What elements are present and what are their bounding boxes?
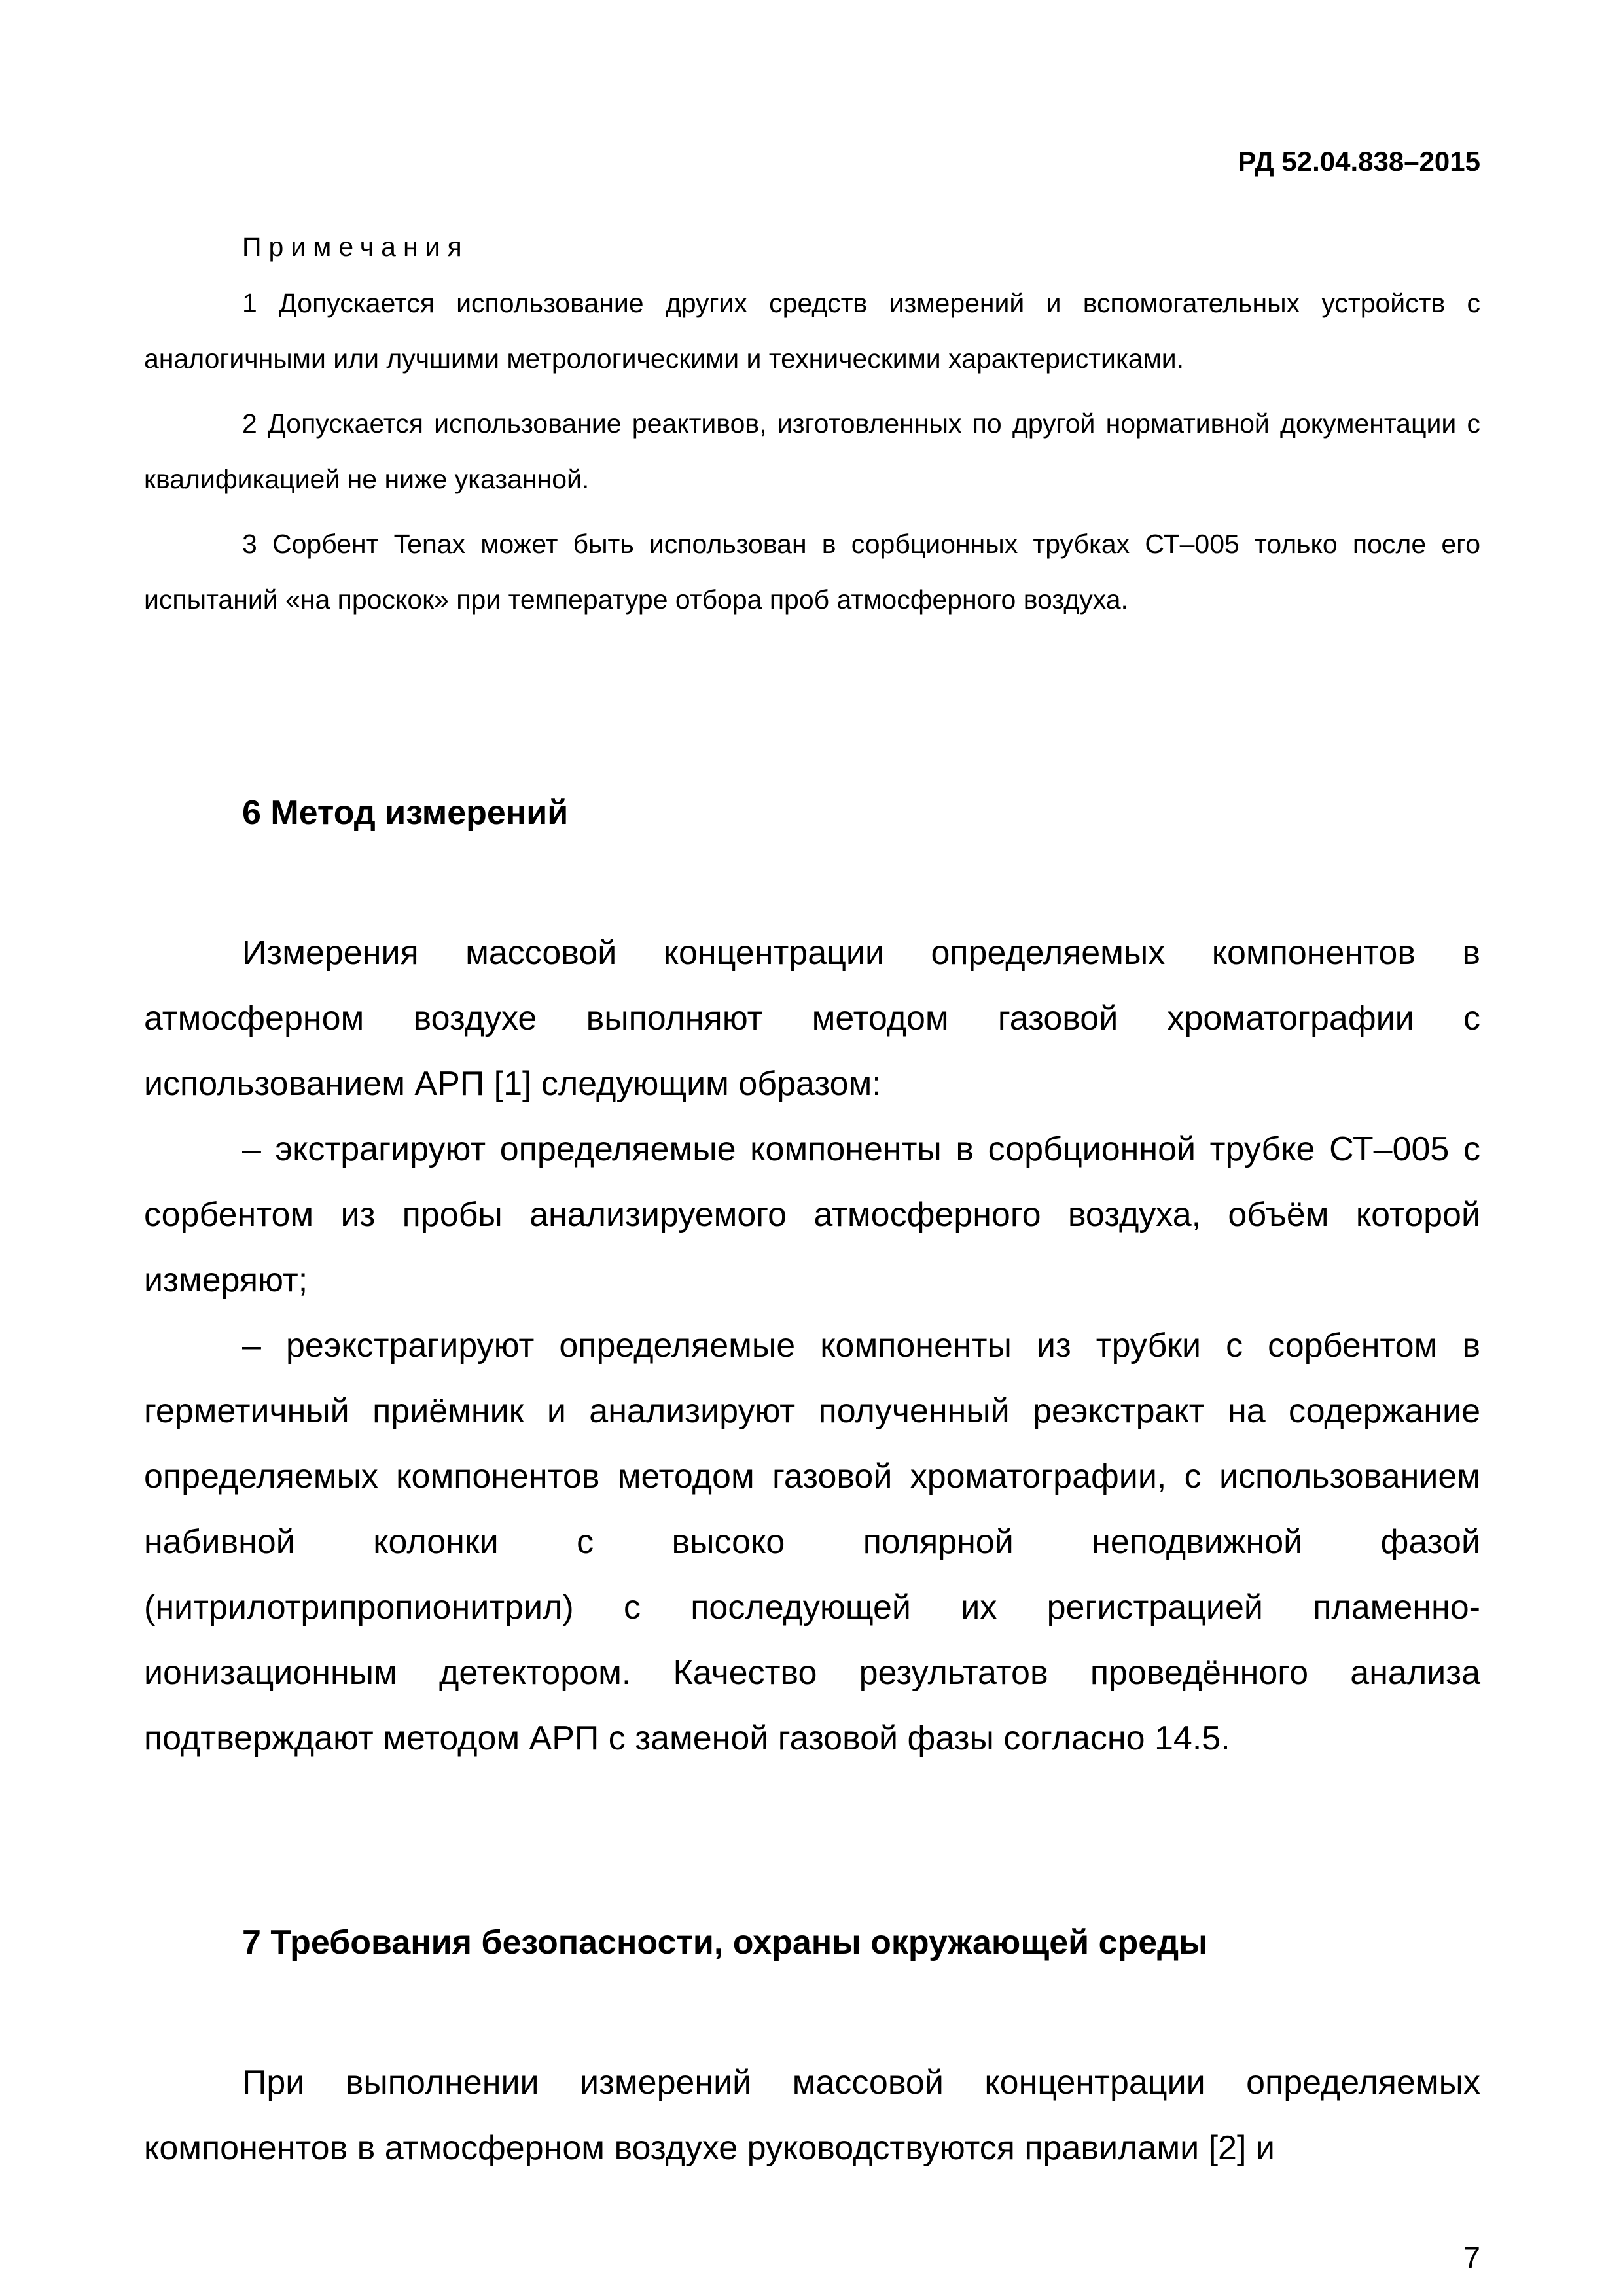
body-paragraph: – экстрагируют определяемые компоненты в сорбционной трубке СТ–005 с сорбентом из пробы анализируемого атмосферного воздуха, объём которой измеряют; [144,1130,1480,1299]
notes-block [144,230,1480,637]
page-number: 7 [1463,2240,1480,2274]
body-paragraph: Измерения массовой концентрации определяемых компонентов в атмосферном воздухе выполняют методом газовой хроматографии с использованием АРП [1] следующим образом: [144,934,1480,1103]
note-item: 1 Допускается использование других средств измерений и вспомогательных устройств с аналогичными или лучшими метрологическими и техническими характеристиками. [144,288,1480,374]
notes-title: Примечания [242,232,469,262]
body-paragraph: При выполнении измерений массовой концентрации определяемых компонентов в атмосферном воздухе руководствуются правилами [2] и [144,2064,1480,2167]
section-6-body [144,920,1480,1771]
body-paragraph: – реэкстрагируют определяемые компоненты из трубки с сорбентом в герметичный приёмник и анализируют полученный реэкстракт на содержание определяемых компонентов методом газовой хроматографии, с использованием набивной колонки с высоко полярной неподвижной фазой (нитрилотрипропионитрил) с последующей их регистрацией пламенно-ионизационным детектором. Качество результатов проведённого анализа подтверждают методом АРП с заменой газовой фазы согласно 14.5. [144,1327,1480,1757]
note-item: 3 Сорбент Tenax может быть использован в сорбционных трубках СТ–005 только после его испытаний «на проскок» при температуре отбора проб атмосферного воздуха. [144,529,1480,615]
document-code: РД 52.04.838–2015 [1238,146,1480,177]
note-item: 2 Допускается использование реактивов, изготовленных по другой нормативной документации с квалификацией не ниже указанной. [144,408,1480,495]
section-7-title: 7 Требования безопасности, охраны окружающей среды [242,1924,1208,1962]
section-7-body [144,2050,1480,2181]
section-6-title: 6 Метод измерений [242,794,569,832]
